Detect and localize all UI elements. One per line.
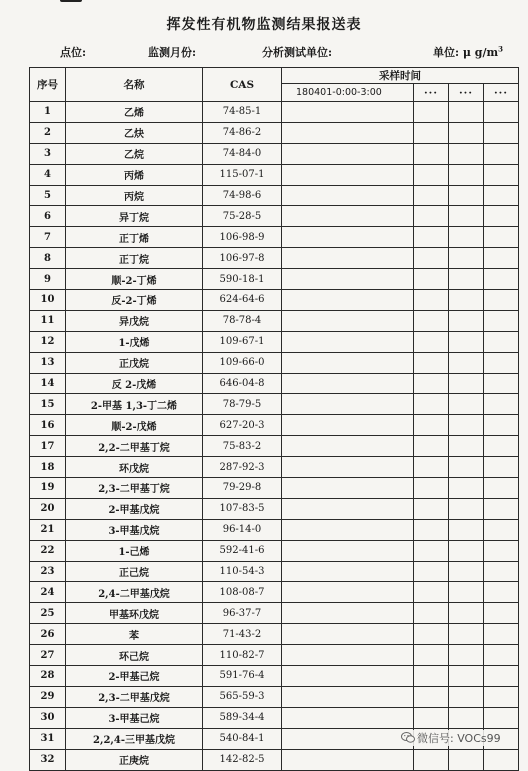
row-value-cell: [484, 269, 519, 290]
row-value-cell: [282, 603, 414, 624]
row-value-cell: [282, 624, 414, 645]
row-value-cell: [484, 331, 519, 352]
row-value-cell: [484, 540, 519, 561]
table-row: [30, 164, 519, 185]
row-name: 乙炔: [66, 122, 203, 143]
row-value-cell: [414, 269, 449, 290]
row-value-cell: [414, 394, 449, 415]
row-value-cell: [282, 436, 414, 457]
table-row: [30, 498, 519, 519]
row-value-cell: [484, 603, 519, 624]
row-value-cell: [414, 686, 449, 707]
row-name: 正戊烷: [66, 352, 203, 373]
units-label-text: 单位:: [433, 46, 460, 59]
row-no: 22: [30, 540, 66, 561]
table-row: [30, 478, 519, 499]
row-no: 14: [30, 373, 66, 394]
row-value-cell: [282, 227, 414, 248]
row-cas: 591-76-4: [203, 666, 282, 687]
header-row-1: [30, 68, 519, 84]
row-no: 18: [30, 457, 66, 478]
table-row: [30, 122, 519, 143]
row-no: 12: [30, 331, 66, 352]
row-value-cell: [484, 707, 519, 728]
row-value-cell: [414, 143, 449, 164]
row-cas: 627-20-3: [203, 415, 282, 436]
table-row: [30, 143, 519, 164]
row-value-cell: [414, 540, 449, 561]
row-value-cell: [282, 478, 414, 499]
row-no: 6: [30, 206, 66, 227]
row-value-cell: [282, 707, 414, 728]
row-value-cell: [449, 206, 484, 227]
row-value-cell: [449, 561, 484, 582]
row-value-cell: [449, 686, 484, 707]
row-no: 21: [30, 519, 66, 540]
table-row: [30, 624, 519, 645]
row-value-cell: [449, 352, 484, 373]
row-value-cell: [414, 310, 449, 331]
table-row: [30, 603, 519, 624]
row-value-cell: [449, 164, 484, 185]
row-value-cell: [414, 352, 449, 373]
table-row: [30, 310, 519, 331]
row-value-cell: [449, 102, 484, 123]
row-no: 25: [30, 603, 66, 624]
row-no: 3: [30, 143, 66, 164]
row-value-cell: [282, 248, 414, 269]
table-row: [30, 707, 519, 728]
row-value-cell: [484, 624, 519, 645]
row-value-cell: [282, 290, 414, 311]
row-value-cell: [484, 373, 519, 394]
wechat-icon: [401, 732, 415, 743]
row-value-cell: [449, 603, 484, 624]
row-value-cell: [484, 185, 519, 206]
row-cas: 110-82-7: [203, 645, 282, 666]
row-value-cell: [282, 164, 414, 185]
row-name: 2,2,4-三甲基戊烷: [66, 728, 203, 749]
document-title: 挥发性有机物监测结果报送表: [166, 17, 362, 33]
header-cas: CAS: [203, 68, 282, 102]
row-value-cell: [414, 478, 449, 499]
row-value-cell: [414, 666, 449, 687]
row-value-cell: [282, 749, 414, 770]
row-no: 29: [30, 686, 66, 707]
row-no: 10: [30, 290, 66, 311]
table-row: [30, 457, 519, 478]
header-dots: ···: [414, 84, 449, 102]
row-no: 19: [30, 478, 66, 499]
row-cas: 108-08-7: [203, 582, 282, 603]
lab-unit-label: 分析测试单位:: [262, 46, 333, 59]
header-dots: ···: [484, 84, 519, 102]
row-cas: 592-41-6: [203, 540, 282, 561]
row-cas: 110-54-3: [203, 561, 282, 582]
row-value-cell: [414, 582, 449, 603]
row-cas: 96-37-7: [203, 603, 282, 624]
row-name: 2,4-二甲基戊烷: [66, 582, 203, 603]
row-value-cell: [414, 227, 449, 248]
row-value-cell: [282, 457, 414, 478]
row-value-cell: [484, 666, 519, 687]
row-value-cell: [484, 457, 519, 478]
row-cas: 115-07-1: [203, 164, 282, 185]
header-name: 名称: [66, 68, 203, 102]
row-value-cell: [484, 519, 519, 540]
row-name: 2-甲基己烷: [66, 666, 203, 687]
row-value-cell: [282, 540, 414, 561]
row-no: 15: [30, 394, 66, 415]
row-no: 9: [30, 269, 66, 290]
row-value-cell: [484, 206, 519, 227]
row-value-cell: [414, 164, 449, 185]
header-dots: ···: [449, 84, 484, 102]
units-label: [433, 44, 503, 60]
row-value-cell: [484, 102, 519, 123]
row-value-cell: [282, 310, 414, 331]
row-name: 顺-2-戊烯: [66, 415, 203, 436]
row-value-cell: [414, 645, 449, 666]
table-row: [30, 331, 519, 352]
table-row: [30, 185, 519, 206]
row-name: 正己烷: [66, 561, 203, 582]
table-row: [30, 540, 519, 561]
row-cas: 589-34-4: [203, 707, 282, 728]
row-no: 28: [30, 666, 66, 687]
row-value-cell: [484, 310, 519, 331]
row-value-cell: [282, 582, 414, 603]
row-value-cell: [449, 415, 484, 436]
row-no: 30: [30, 707, 66, 728]
row-name: 3-甲基戊烷: [66, 519, 203, 540]
row-value-cell: [414, 519, 449, 540]
row-no: 7: [30, 227, 66, 248]
row-value-cell: [282, 122, 414, 143]
row-name: 环己烷: [66, 645, 203, 666]
row-value-cell: [282, 143, 414, 164]
row-value-cell: [484, 122, 519, 143]
results-table: [29, 67, 519, 771]
row-cas: 75-28-5: [203, 206, 282, 227]
row-no: 2: [30, 122, 66, 143]
row-cas: 71-43-2: [203, 624, 282, 645]
row-value-cell: [484, 164, 519, 185]
row-cas: 96-14-0: [203, 519, 282, 540]
row-value-cell: [449, 331, 484, 352]
row-no: 26: [30, 624, 66, 645]
row-value-cell: [449, 498, 484, 519]
row-value-cell: [449, 436, 484, 457]
row-cas: 590-18-1: [203, 269, 282, 290]
row-value-cell: [414, 498, 449, 519]
row-cas: 624-64-6: [203, 290, 282, 311]
row-value-cell: [414, 749, 449, 770]
row-value-cell: [449, 749, 484, 770]
row-value-cell: [484, 436, 519, 457]
row-value-cell: [282, 269, 414, 290]
row-value-cell: [414, 603, 449, 624]
row-value-cell: [282, 394, 414, 415]
row-value-cell: [282, 352, 414, 373]
row-cas: 142-82-5: [203, 749, 282, 770]
meta-row: [0, 44, 528, 60]
row-name: 2-甲基 1,3-丁二烯: [66, 394, 203, 415]
row-value-cell: [449, 582, 484, 603]
row-value-cell: [282, 206, 414, 227]
row-name: 1-己烯: [66, 540, 203, 561]
row-no: 1: [30, 102, 66, 123]
row-value-cell: [414, 248, 449, 269]
row-cas: 107-83-5: [203, 498, 282, 519]
row-no: 20: [30, 498, 66, 519]
row-no: 27: [30, 645, 66, 666]
row-cas: 78-78-4: [203, 310, 282, 331]
units-value: μ g/m: [462, 46, 499, 59]
row-name: 2,3-二甲基丁烷: [66, 478, 203, 499]
table-row: [30, 645, 519, 666]
row-value-cell: [282, 686, 414, 707]
row-cas: 565-59-3: [203, 686, 282, 707]
row-cas: 646-04-8: [203, 373, 282, 394]
row-name: 2,2-二甲基丁烷: [66, 436, 203, 457]
row-name: 丙烯: [66, 164, 203, 185]
watermark-text: 微信号: VOCs99: [417, 732, 501, 745]
table-row: [30, 561, 519, 582]
row-name: 3-甲基己烷: [66, 707, 203, 728]
table-row: [30, 582, 519, 603]
table-row: [30, 227, 519, 248]
row-value-cell: [449, 478, 484, 499]
row-name: 正庚烷: [66, 749, 203, 770]
row-value-cell: [484, 352, 519, 373]
row-no: 24: [30, 582, 66, 603]
row-value-cell: [282, 666, 414, 687]
row-no: 5: [30, 185, 66, 206]
row-value-cell: [484, 686, 519, 707]
row-cas: 78-79-5: [203, 394, 282, 415]
row-value-cell: [414, 102, 449, 123]
row-name: 环戊烷: [66, 457, 203, 478]
row-name: 反 2-戊烯: [66, 373, 203, 394]
row-value-cell: [449, 269, 484, 290]
row-value-cell: [414, 373, 449, 394]
row-value-cell: [282, 728, 414, 749]
row-value-cell: [414, 624, 449, 645]
row-value-cell: [449, 394, 484, 415]
header-no: 序号: [30, 68, 66, 102]
row-value-cell: [449, 540, 484, 561]
row-value-cell: [282, 415, 414, 436]
row-cas: 109-67-1: [203, 331, 282, 352]
row-value-cell: [484, 394, 519, 415]
row-name: 顺-2-丁烯: [66, 269, 203, 290]
row-value-cell: [449, 666, 484, 687]
row-value-cell: [414, 436, 449, 457]
row-value-cell: [449, 624, 484, 645]
row-value-cell: [484, 645, 519, 666]
row-no: 23: [30, 561, 66, 582]
row-value-cell: [484, 582, 519, 603]
row-value-cell: [414, 457, 449, 478]
row-name: 乙烷: [66, 143, 203, 164]
row-value-cell: [414, 185, 449, 206]
row-cas: 79-29-8: [203, 478, 282, 499]
row-value-cell: [484, 498, 519, 519]
row-value-cell: [282, 498, 414, 519]
row-cas: 106-98-9: [203, 227, 282, 248]
row-no: 17: [30, 436, 66, 457]
table-row: [30, 686, 519, 707]
row-value-cell: [449, 310, 484, 331]
row-value-cell: [282, 561, 414, 582]
table-row: [30, 269, 519, 290]
row-value-cell: [484, 248, 519, 269]
table-row: [30, 415, 519, 436]
row-value-cell: [449, 248, 484, 269]
row-name: 丙烷: [66, 185, 203, 206]
row-value-cell: [484, 561, 519, 582]
wechat-watermark: [398, 730, 504, 746]
table-row: [30, 436, 519, 457]
row-value-cell: [282, 185, 414, 206]
table-row: [30, 373, 519, 394]
row-value-cell: [484, 749, 519, 770]
row-value-cell: [414, 415, 449, 436]
row-value-cell: [282, 373, 414, 394]
row-value-cell: [484, 227, 519, 248]
row-value-cell: [449, 185, 484, 206]
row-cas: 74-85-1: [203, 102, 282, 123]
row-value-cell: [414, 707, 449, 728]
row-cas: 75-83-2: [203, 436, 282, 457]
table-row: [30, 749, 519, 770]
row-cas: 106-97-8: [203, 248, 282, 269]
row-cas: 74-84-0: [203, 143, 282, 164]
row-name: 异丁烷: [66, 206, 203, 227]
row-no: 16: [30, 415, 66, 436]
row-value-cell: [282, 519, 414, 540]
row-cas: 74-86-2: [203, 122, 282, 143]
row-name: 2,3-二甲基戊烷: [66, 686, 203, 707]
row-value-cell: [449, 290, 484, 311]
row-value-cell: [282, 645, 414, 666]
row-name: 2-甲基戊烷: [66, 498, 203, 519]
table-row: [30, 519, 519, 540]
top-edge-mark: [60, 0, 82, 2]
table-row: [30, 290, 519, 311]
row-value-cell: [449, 122, 484, 143]
table-row: [30, 102, 519, 123]
row-value-cell: [484, 478, 519, 499]
row-name: 乙烯: [66, 102, 203, 123]
row-value-cell: [414, 122, 449, 143]
row-no: 31: [30, 728, 66, 749]
row-value-cell: [449, 143, 484, 164]
units-exponent: 3: [498, 44, 504, 54]
table-row: [30, 248, 519, 269]
table-row: [30, 666, 519, 687]
row-value-cell: [449, 645, 484, 666]
row-name: 甲基环戊烷: [66, 603, 203, 624]
point-label: 点位:: [60, 46, 87, 59]
header-sampling-time: 采样时间: [282, 68, 519, 84]
row-cas: 287-92-3: [203, 457, 282, 478]
table-row: [30, 206, 519, 227]
header-first-time: 180401-0:00-3:00: [282, 84, 414, 102]
row-no: 4: [30, 164, 66, 185]
row-name: 正丁烷: [66, 248, 203, 269]
row-cas: 109-66-0: [203, 352, 282, 373]
row-value-cell: [484, 143, 519, 164]
row-value-cell: [484, 415, 519, 436]
row-value-cell: [282, 102, 414, 123]
table-row: [30, 394, 519, 415]
row-no: 32: [30, 749, 66, 770]
row-value-cell: [449, 519, 484, 540]
row-value-cell: [449, 707, 484, 728]
row-value-cell: [414, 331, 449, 352]
table-row: [30, 352, 519, 373]
row-value-cell: [484, 290, 519, 311]
row-value-cell: [414, 561, 449, 582]
row-value-cell: [282, 331, 414, 352]
row-no: 11: [30, 310, 66, 331]
row-name: 苯: [66, 624, 203, 645]
row-cas: 74-98-6: [203, 185, 282, 206]
row-value-cell: [449, 373, 484, 394]
row-cas: 540-84-1: [203, 728, 282, 749]
row-value-cell: [449, 457, 484, 478]
row-name: 正丁烯: [66, 227, 203, 248]
row-name: 异戊烷: [66, 310, 203, 331]
row-no: 13: [30, 352, 66, 373]
row-name: 反-2-丁烯: [66, 290, 203, 311]
month-label: 监测月份:: [148, 46, 197, 59]
row-no: 8: [30, 248, 66, 269]
row-value-cell: [414, 290, 449, 311]
row-name: 1-戊烯: [66, 331, 203, 352]
row-value-cell: [414, 206, 449, 227]
row-value-cell: [449, 227, 484, 248]
